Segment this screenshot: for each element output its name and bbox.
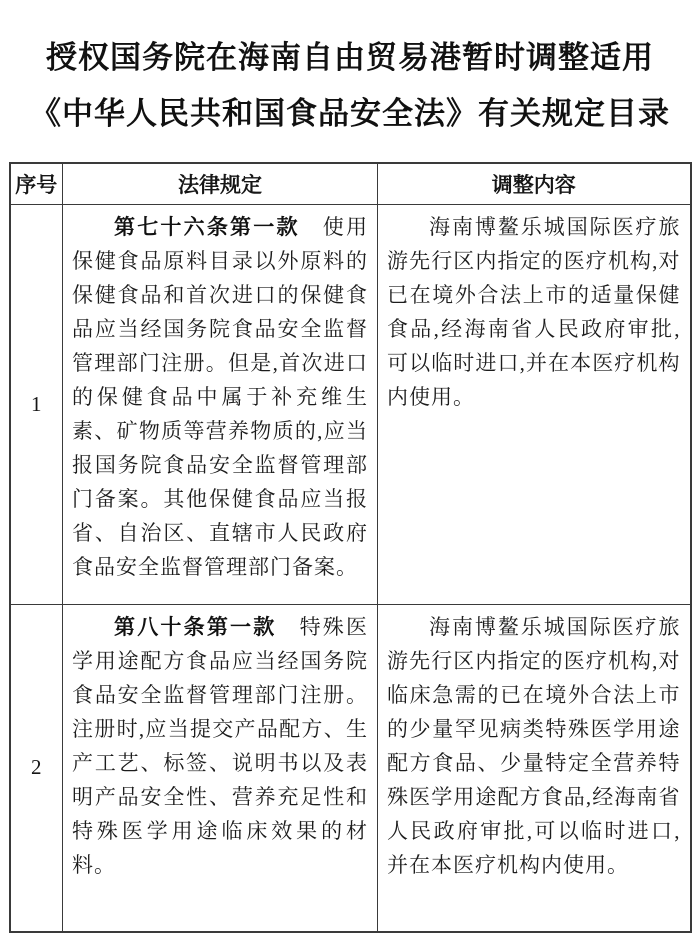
row1-adjustment-content: [378, 204, 691, 604]
row1-article-body: 使用保健食品原料目录以外原料的保健食品和首次进口的保健食品应当经国务院食品安全监督管理部门注册。但是,首次进口的保健食品中属于补充维生素、矿物质等营养物质的,应当报国务院食品安全监督管理部门备案。其他保健食品应当报省、自治区、直辖市人民政府食品安全监督管理部门备案。: [72, 214, 369, 579]
row1-article-heading: 第七十六条第一款: [114, 214, 300, 239]
col-header-adjustment-content: 调整内容: [378, 163, 691, 204]
row2-seq-number: 2: [10, 604, 63, 932]
row2-adjustment-paragraph: 海南博鳌乐城国际医疗旅游先行区内指定的医疗机构,对临床急需的已在境外合法上市的少量罕见病类特殊医学用途配方食品、少量特定全营养特殊医学用途配方食品,经海南省人民政府审批,可以临时进口,并在本医疗机构内使用。: [387, 614, 681, 877]
table-row: [10, 604, 691, 932]
document-title-line2: 《中华人民共和国食品安全法》有关规定目录: [30, 96, 670, 131]
document-title: [20, 30, 680, 142]
row2-legal-provision-paragraph: [72, 610, 368, 882]
regulations-table: [9, 162, 692, 933]
row1-seq-number: 1: [10, 204, 63, 604]
col-header-seq-number: 序号: [10, 163, 63, 204]
document-title-line1: 授权国务院在海南自由贸易港暂时调整适用: [46, 40, 654, 75]
row1-adjustment-paragraph: 海南博鳌乐城国际医疗旅游先行区内指定的医疗机构,对已在境外合法上市的适量保健食品,经海南省人民政府审批,可以临时进口,并在本医疗机构内使用。: [387, 214, 681, 409]
row2-adjustment-content: [378, 604, 691, 932]
row2-article-body: 特殊医学用途配方食品应当经国务院食品安全监督管理部门注册。注册时,应当提交产品配方、生产工艺、标签、说明书以及表明产品安全性、营养充足性和特殊医学用途临床效果的材料。: [72, 614, 369, 877]
table-row: [10, 204, 691, 604]
row1-legal-provision: [63, 204, 378, 604]
row1-legal-provision-paragraph: [72, 210, 368, 584]
row2-legal-provision: [63, 604, 378, 932]
row2-article-heading: 第八十条第一款: [114, 614, 277, 639]
col-header-legal-provision: 法律规定: [63, 163, 378, 204]
table-header-row: [10, 163, 691, 204]
